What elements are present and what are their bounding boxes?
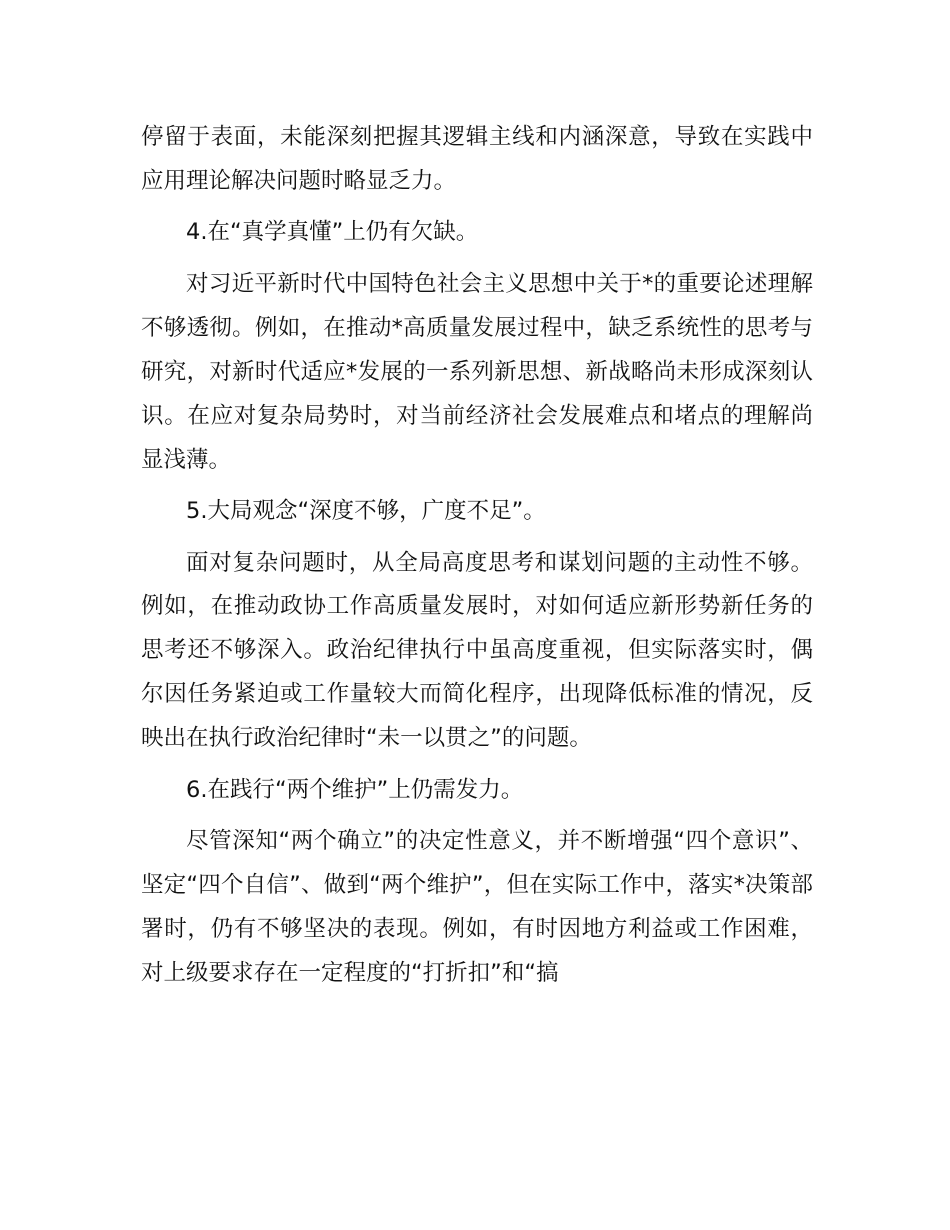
paragraph-section-5: 面对复杂问题时，从全局高度思考和谋划问题的主动性不够。例如，在推动政协工作高质量发展时，对如何适应新形势新任务的思考还不够深入。政治纪律执行中虽高度重视，但实际落实时，偶尔因任务紧迫或工作量较大而简化程序，出现降低标准的情况，反映出在执行政治纪律时“未一以贯之”的问题。 (141, 549, 813, 752)
paragraph-section-4: 对习近平新时代中国特色社会主义思想中关于*的重要论述理解不够透彻。例如，在推动*高质量发展过程中，缺乏系统性的思考与研究，对新时代适应*发展的一系列新思想、新战略尚未形成深刻认识。在应对复杂局势时，对当前经济社会发展难点和堵点的理解尚显浅薄。 (141, 270, 813, 473)
paragraph-continued: 停留于表面，未能深刻把握其逻辑主线和内涵深意，导致在实践中应用理论解决问题时略显乏力。 (141, 124, 813, 194)
document-body (141, 116, 813, 1003)
section-heading-6: 6.在践行“两个维护”上仍需发力。 (186, 776, 524, 803)
section-heading-5: 5.大局观念“深度不够，广度不足”。 (186, 498, 546, 525)
paragraph-section-6: 尽管深知“两个确立”的决定性意义，并不断增强“四个意识”、坚定“四个自信”、做到“两个维护”，但在实际工作中，落实*决策部署时，仍有不够坚决的表现。例如，有时因地方利益或工作困难，对上级要求存在一定程度的“打折扣”和“搞 (141, 828, 813, 986)
section-heading-4: 4.在“真学真懂”上仍有欠缺。 (186, 219, 479, 246)
